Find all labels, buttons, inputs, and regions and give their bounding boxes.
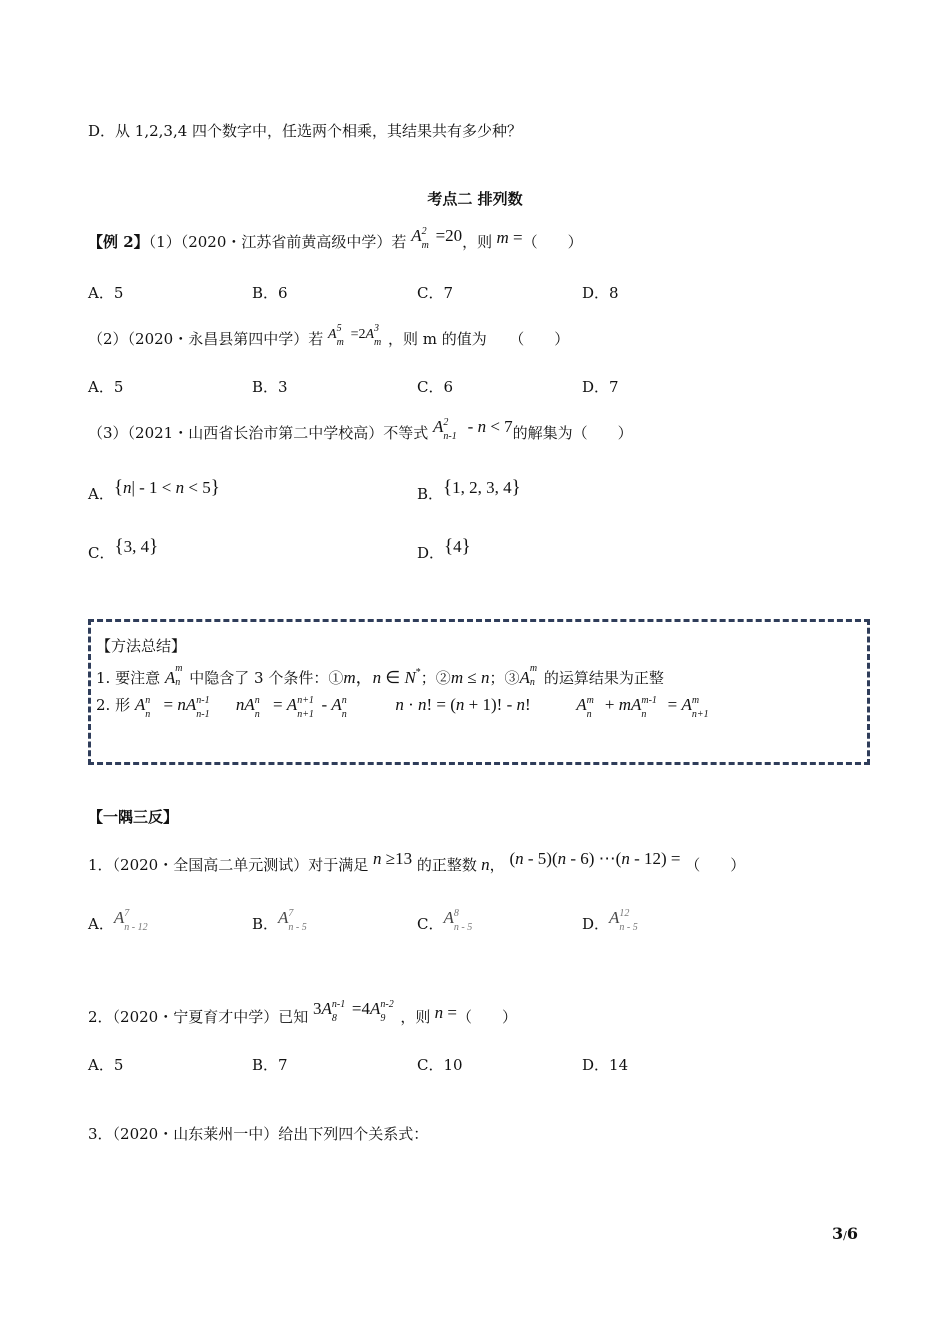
q3-option-c-label: C．: [88, 544, 115, 562]
q3-option-d-label: D．: [417, 544, 445, 562]
practice-title: 【一隅三反】: [88, 808, 179, 826]
q3-option-b: B．{1, 2, 3, 4}: [417, 477, 521, 503]
p2-option-c: C．10: [417, 1056, 463, 1074]
q2-formula: A 5 m =2A 3 m: [328, 323, 382, 348]
practice-q3: 3．（2020・山东莱州一中）给出下列四个关系式：: [88, 1125, 429, 1143]
p1-prefix: 1．（2020・全国高二单元测试）对于满足: [88, 856, 369, 874]
p2-option-b: B．7: [252, 1056, 288, 1074]
method-l1-c: ；②: [420, 669, 451, 687]
method-line-2: 2. 形 A n n = nA n-1 n-1 nA n n = A n+1 n+1 - A n n n · n! = (n + 1)! - n! A m n + mA m-1 n = A m n+1: [96, 695, 709, 720]
p1-option-b: B．A 7 n - 5: [252, 908, 307, 933]
q1-option-b: B．6: [252, 284, 288, 302]
method-l1-e: 的运算结果为正整: [543, 669, 664, 687]
p1-option-a-label: A．: [88, 915, 114, 933]
p2-suffix: ，则: [400, 1008, 431, 1026]
q1-option-d: D．8: [582, 284, 619, 302]
p1-option-c-label: C．: [417, 915, 444, 933]
method-line-1: 1. 要注意 A m n 中隐含了 3 个条件：①m，n ∈ N*；②m ≤ n；③A m n 的运算结果为正整: [96, 663, 664, 688]
q1-option-a: A．5: [88, 284, 124, 302]
method-l1-d: ；③: [489, 669, 520, 687]
q2-option-a: A．5: [88, 378, 124, 396]
q3-option-b-label: B．: [417, 485, 444, 503]
q3-option-a: A．{n| - 1 < n < 5}: [88, 477, 220, 503]
section-title: 考点二 排列数: [427, 190, 523, 208]
p2-tail: （ ）: [456, 1008, 517, 1026]
q2-suffix: ，则 m 的值为 （ ）: [388, 330, 570, 348]
q1-prefix: （1）（2020・江苏省前黄高级中学）若: [148, 233, 407, 251]
q3-option-a-label: A．: [88, 485, 114, 503]
example2-q1: 【例 2】（1）（2020・江苏省前黄高级中学）若 A 2 m =20，则 m =（ ）: [88, 226, 583, 251]
q2-option-d: D．7: [582, 378, 619, 396]
q1-tail: （ ）: [522, 233, 583, 251]
q2-option-c: C．6: [417, 378, 454, 396]
p1-option-d-label: D．: [582, 915, 610, 933]
p1-mid: 的正整数: [416, 856, 477, 874]
method-title: 【方法总结】: [96, 637, 187, 655]
p1-option-d: D．A 12 n - 5: [582, 908, 638, 933]
p1-option-a: A．A 7 n - 12: [88, 908, 148, 933]
p2-option-a: A．5: [88, 1056, 124, 1074]
page-total: 6: [846, 1224, 858, 1243]
q3-option-d: D．{4}: [417, 536, 471, 562]
practice-q2: 2．（2020・宁夏育才中学）已知 3A n-1 8 =4A n-2 9 ，则 n =（ ）: [88, 999, 517, 1026]
p1-option-c: C．A 8 n - 5: [417, 908, 473, 933]
p2-prefix: 2．（2020・宁夏育才中学）已知: [88, 1008, 309, 1026]
q1-option-c: C．7: [417, 284, 454, 302]
p1-tail: （ ）: [685, 856, 746, 874]
q3-suffix: 的解集为（ ）: [512, 424, 633, 442]
q1-suffix: ，则: [462, 233, 493, 251]
example2-q3: [88, 417, 633, 443]
page-separator: /: [843, 1229, 847, 1242]
q3-option-c: C．{3, 4}: [88, 536, 159, 562]
method-l1-b: 中隐含了 3 个条件：①: [189, 669, 344, 687]
p2-option-d: D．14: [582, 1056, 629, 1074]
practice-q1: 1．（2020・全国高二单元测试）对于满足 n ≥13 的正整数 n， (n - 5)(n - 6) ⋯(n - 12) = （ ）: [88, 849, 746, 874]
p1-option-b-label: B．: [252, 915, 279, 933]
question-option-d: D．从 1,2,3,4 四个数字中，任选两个相乘，其结果共有多少种？: [88, 122, 523, 140]
q2-prefix: （2）（2020・永昌县第四中学）若: [88, 330, 324, 348]
method-l2-a: 2. 形: [96, 696, 131, 714]
page-current: 3: [832, 1224, 844, 1243]
q1-formula: A 2 m =20: [411, 226, 463, 251]
q2-option-b: B．3: [252, 378, 288, 396]
example-tag: 【例 2】: [88, 233, 149, 251]
method-l1-a: 1. 要注意: [96, 669, 161, 687]
q3-formula: A 2 n-1 - n < 7: [433, 417, 513, 442]
page-number: [832, 1224, 858, 1243]
q3-prefix: （3）（2021・山西省长治市第二中学校高）不等式: [88, 424, 429, 442]
example2-q2: [88, 323, 570, 351]
